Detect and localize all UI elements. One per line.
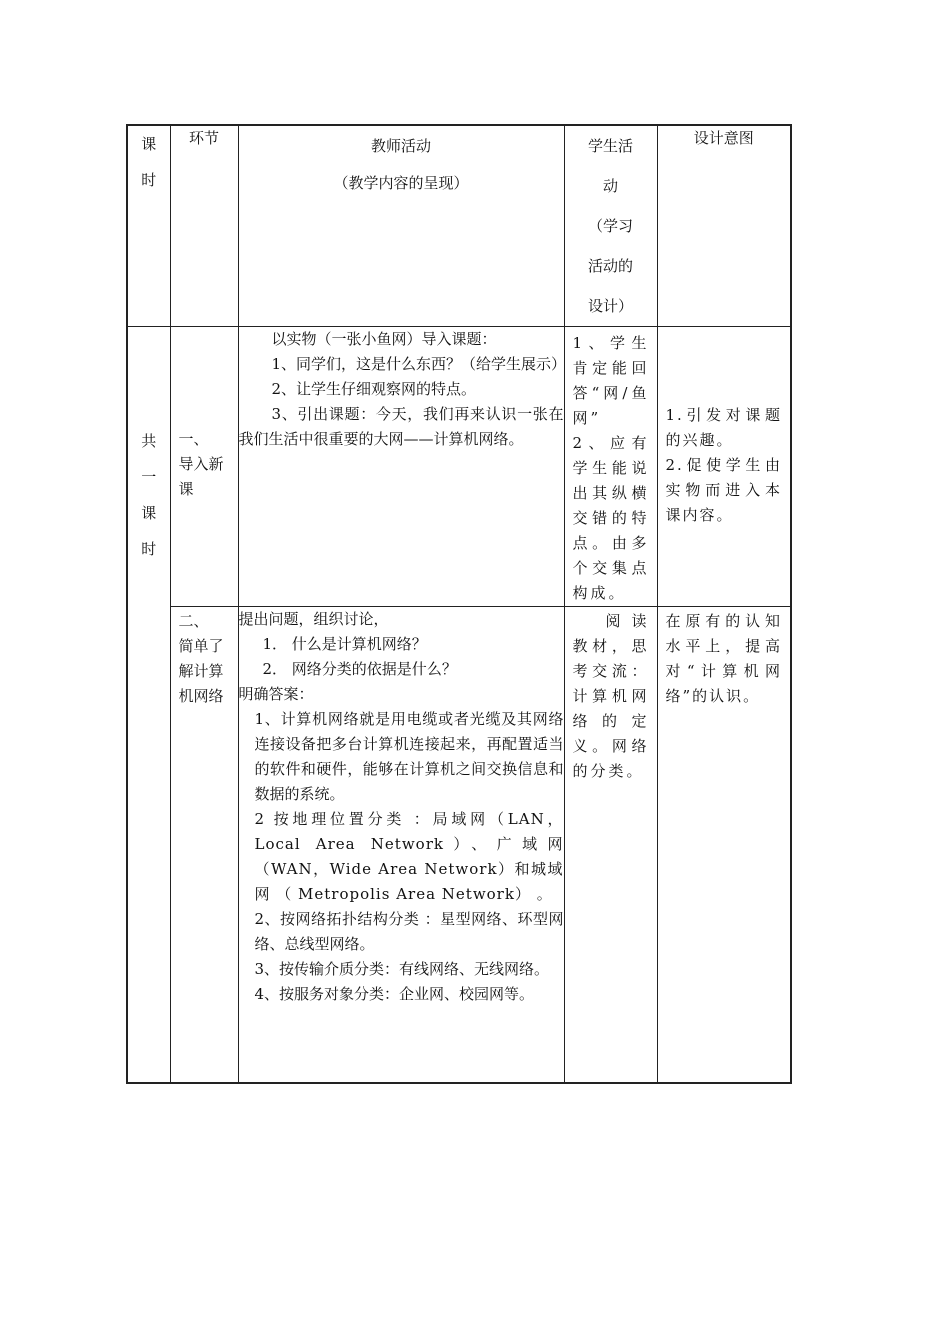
header-teacher bbox=[238, 125, 564, 327]
header-student: 学生活 动 （学习 活动的 设计） bbox=[564, 125, 657, 327]
header-teacher-title: 教师活动 bbox=[370, 137, 431, 155]
row-intro bbox=[127, 327, 791, 607]
stage-network: 二、 简单了 解计算 机网络 bbox=[170, 607, 238, 1083]
row-network bbox=[127, 607, 791, 1083]
intent-network: 在原有的认知水平上，提高对“计算机网络”的认识。 bbox=[657, 607, 791, 1083]
teacher-network: 提出问题，组织讨论， 1． 什么是计算机网络？ 2． 网络分类的依据是什么？ 明确答案： 1、计算机网络就是用电缆或者光缆及其网络连接设备把多台计算机连接起来，再配置适当的软件和硬件，能够在计算机之间交换信息和数据的系统。 2 按地理位置分类 ：局域网（LAN，Local Area Network）、广域网（WAN，Wide Area Network）和城域网 （ Metropolis Area Network） 。 2、按网络拓扑结构分类 ：星型网络、环型网络、总线型网络。 3、按传输介质分类：有线网络、无线网络。 4、按服务对象分类：企业网、校园网等。 bbox=[238, 607, 564, 1083]
student-intro: 1、学生肯定能回答“网/鱼网” 2、应有学生能说出其纵横交错的特点。由多个交集点构成。 bbox=[564, 327, 657, 607]
intent-intro: 1.引发对课题的兴趣。 2.促使学生由实物而进入本课内容。 bbox=[657, 327, 791, 607]
header-period: 课 时 bbox=[127, 125, 170, 327]
header-teacher-sub: （教学内容的呈现） bbox=[333, 174, 469, 192]
lesson-plan-table bbox=[126, 124, 792, 1084]
stage-intro: 一、 导入新 课 bbox=[170, 327, 238, 607]
period-cell: 共 一 课 时 bbox=[127, 327, 170, 1083]
answer-list: 1、计算机网络就是用电缆或者光缆及其网络连接设备把多台计算机连接起来，再配置适当的软件和硬件，能够在计算机之间交换信息和数据的系统。 2 按地理位置分类 ：局域网（LAN，Local Area Network）、广域网（WAN，Wide Area Network）和城域网 （ Metropolis Area Network） 。 2、按网络拓扑结构分类 ：星型网络、环型网络、总线型网络。 3、按传输介质分类：有线网络、无线网络。 4、按服务对象分类：企业网、校园网等。 bbox=[254, 710, 564, 1003]
student-network: 阅读教材，思考交流：计算机网络的定义。网络的分类。 bbox=[564, 607, 657, 1083]
header-intent: 设计意图 bbox=[657, 125, 791, 327]
teacher-intro: 以实物（一张小鱼网）导入课题： 1、同学们，这是什么东西？（给学生展示） 2、让学生仔细观察网的特点。 3、引出课题：今天，我们再来认识一张在我们生活中很重要的大网——计算机网络。 bbox=[238, 327, 564, 607]
header-row bbox=[127, 125, 791, 327]
header-stage: 环节 bbox=[170, 125, 238, 327]
